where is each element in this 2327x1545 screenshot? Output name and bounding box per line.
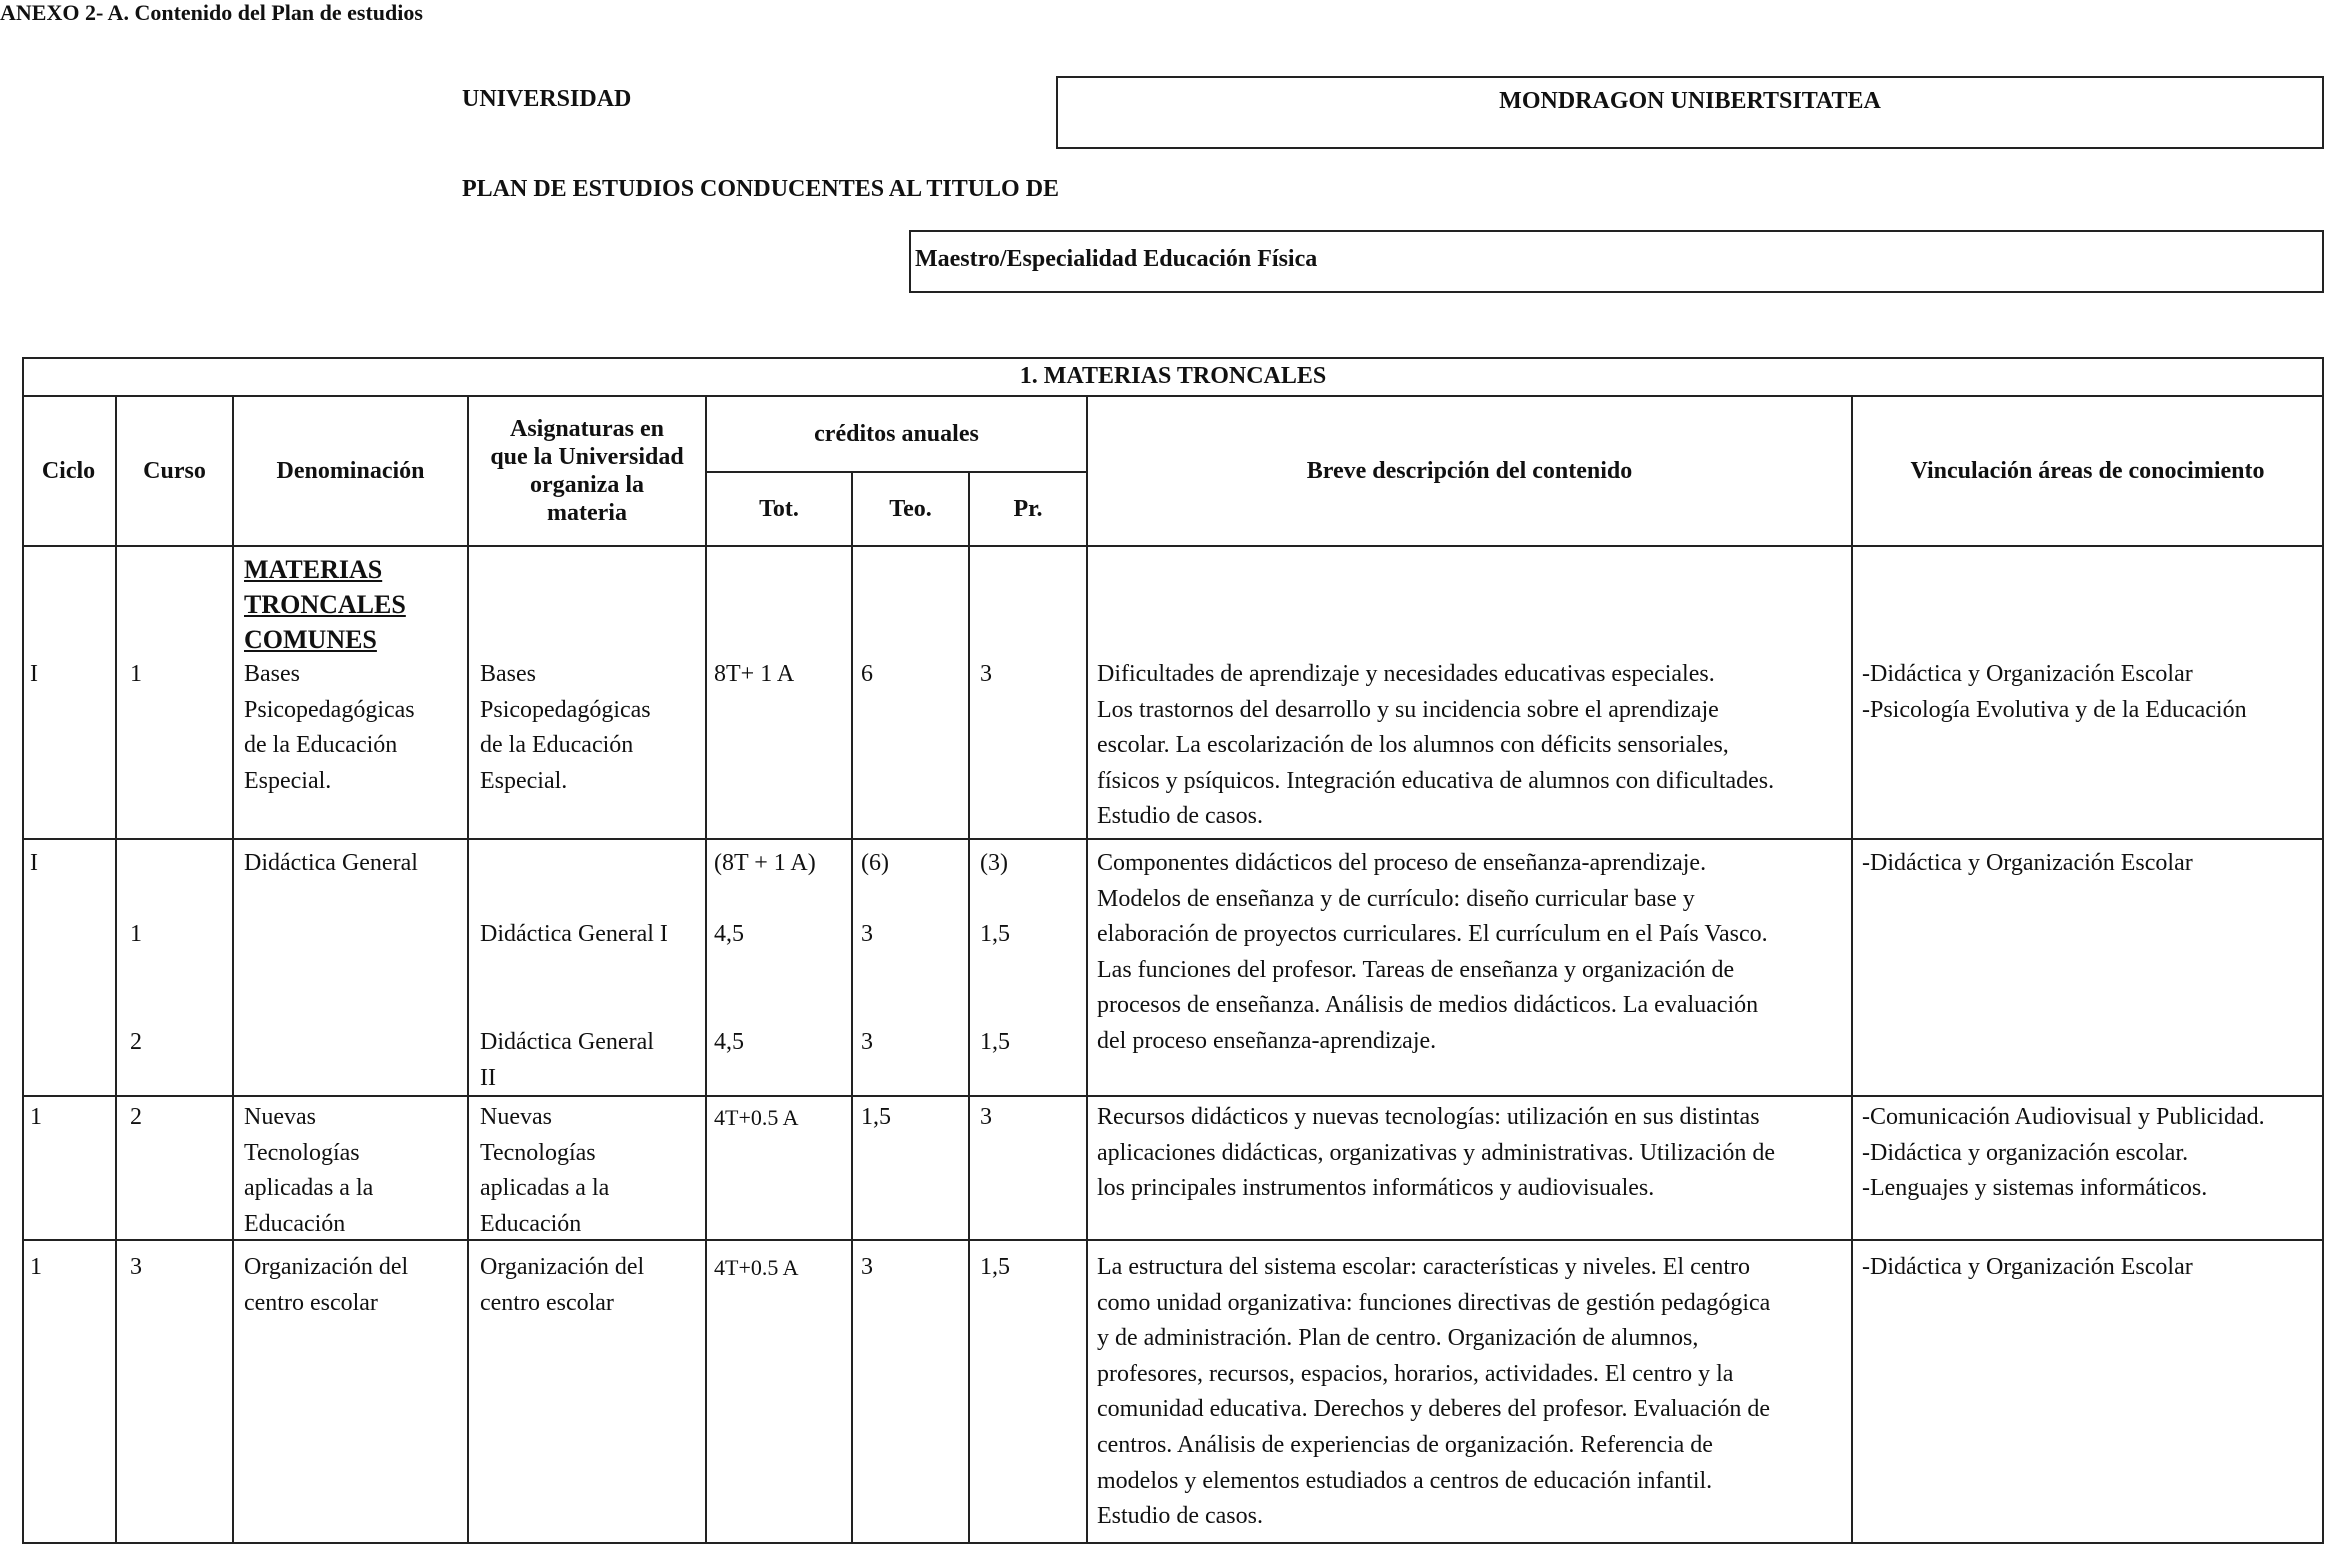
descripcion-line: centros. Análisis de experiencias de organización. Referencia de <box>1097 1431 1713 1458</box>
header-teo: Teo. <box>889 496 932 522</box>
row2-sub1-pr: 1,5 <box>980 921 1010 947</box>
descripcion-line: elaboración de proyectos curriculares. El currículum en el País Vasco. <box>1097 921 1768 948</box>
denominacion-line: Educación <box>244 1210 346 1237</box>
header-ciclo: Ciclo <box>41 458 96 484</box>
row3-pr: 3 <box>980 1104 992 1130</box>
row1-teo: 6 <box>861 661 873 687</box>
row2-vinculacion: -Didáctica y Organización Escolar <box>1862 850 2193 876</box>
asignatura-line: Bases <box>480 661 536 687</box>
university-value: MONDRAGON UNIBERTSITATEA <box>1499 88 1881 114</box>
section-heading-line: MATERIAS <box>244 555 383 584</box>
row3-asignatura <box>480 1100 609 1242</box>
university-label: UNIVERSIDAD <box>462 86 632 112</box>
row1-descripcion <box>1097 657 1774 835</box>
row2-sub2-tot: 4,5 <box>714 1029 744 1055</box>
header-pr: Pr. <box>1013 496 1043 522</box>
section-title: 1. MATERIAS TRONCALES <box>1019 363 1327 389</box>
descripcion-line: Modelos de enseñanza y de currículo: diseño curricular base y <box>1097 885 1695 912</box>
denominacion-line: Bases <box>244 661 300 687</box>
asignatura-line: Educación <box>480 1210 582 1237</box>
denominacion-line: Tecnologías <box>244 1139 360 1166</box>
row1-vinculacion <box>1862 657 2247 728</box>
descripcion-line: modelos y elementos estudiados a centros de educación infantil. <box>1097 1467 1713 1494</box>
vinculacion-line: -Lenguajes y sistemas informáticos. <box>1862 1175 2208 1202</box>
header-asignaturas-line: que la Universidad <box>490 444 684 470</box>
plan-value: Maestro/Especialidad Educación Física <box>915 246 1318 272</box>
denominacion-line: Organización del <box>244 1254 409 1280</box>
descripcion-line: Estudio de casos. <box>1097 803 1263 830</box>
row2-denominacion: Didáctica General <box>244 850 418 876</box>
denominacion-line: Nuevas <box>244 1104 316 1130</box>
header-asignaturas-line: Asignaturas en <box>509 416 665 442</box>
descripcion-line: escolar. La escolarización de los alumnos con déficits sensoriales, <box>1097 732 1729 759</box>
descripcion-line: comunidad educativa. Derechos y deberes del profesor. Evaluación de <box>1097 1396 1771 1423</box>
row1-tot: 8T+ 1 A <box>714 661 795 687</box>
descripcion-line: del proceso enseñanza-aprendizaje. <box>1097 1027 1437 1054</box>
row2-pr: (3) <box>980 850 1008 876</box>
vinculacion-line: -Comunicación Audiovisual y Publicidad. <box>1862 1104 2265 1130</box>
row2-tot: (8T + 1 A) <box>714 850 816 876</box>
section-heading-line: COMUNES <box>244 625 377 654</box>
row3-vinculacion <box>1862 1100 2265 1207</box>
row3-teo: 1,5 <box>861 1104 891 1130</box>
row2-sub1-teo: 3 <box>861 921 873 947</box>
asignatura-line: aplicadas a la <box>480 1175 610 1202</box>
row1-asignatura <box>480 657 651 799</box>
row4-descripcion <box>1097 1250 1770 1535</box>
row3-ciclo: 1 <box>30 1104 42 1130</box>
row3-denominacion <box>244 1100 373 1242</box>
denominacion-line: centro escolar <box>244 1289 378 1316</box>
asignatura-line: Psicopedagógicas <box>480 696 651 723</box>
vinculacion-line: -Didáctica y Organización Escolar <box>1862 661 2193 687</box>
row4-vinculacion: -Didáctica y Organización Escolar <box>1862 1254 2193 1280</box>
row2-sub2-pr: 1,5 <box>980 1029 1010 1055</box>
descripcion-line: aplicaciones didácticas, organizativas y administrativas. Utilización de <box>1097 1139 1775 1166</box>
row2-sub2-teo: 3 <box>861 1029 873 1055</box>
row1-ciclo: I <box>30 661 38 687</box>
header-tot: Tot. <box>759 496 799 522</box>
descripcion-line: como unidad organizativa: funciones directivas de gestión pedagógica <box>1097 1289 1771 1316</box>
header-asignaturas-line: organiza la <box>530 472 644 498</box>
asignatura-line: II <box>480 1064 496 1091</box>
descripcion-line: La estructura del sistema escolar: características y niveles. El centro <box>1097 1254 1751 1280</box>
section-heading-line: TRONCALES <box>244 590 406 619</box>
denominacion-line: de la Educación <box>244 732 398 759</box>
row2-sub1-tot: 4,5 <box>714 921 744 947</box>
row4-curso: 3 <box>130 1254 142 1280</box>
header-creditos: créditos anuales <box>814 421 979 447</box>
row4-pr: 1,5 <box>980 1254 1010 1280</box>
header-asignaturas <box>469 400 705 542</box>
descripcion-line: los principales instrumentos informáticos y audiovisuales. <box>1097 1175 1655 1202</box>
asignatura-line: de la Educación <box>480 732 634 759</box>
header-denominacion: Denominación <box>276 458 425 484</box>
annex-title: ANEXO 2- A. Contenido del Plan de estudios <box>0 0 423 25</box>
asignatura-line: centro escolar <box>480 1289 614 1316</box>
asignatura-line: Organización del <box>480 1254 645 1280</box>
descripcion-line: Componentes didácticos del proceso de enseñanza-aprendizaje. <box>1097 850 1707 876</box>
row2-sub2-asignatura <box>480 1025 654 1096</box>
row2-sub1-asignatura: Didáctica General I <box>480 921 668 947</box>
descripcion-line: procesos de enseñanza. Análisis de medios didácticos. La evaluación <box>1097 992 1759 1019</box>
vinculacion-line: -Psicología Evolutiva y de la Educación <box>1862 696 2247 723</box>
denominacion-line: aplicadas a la <box>244 1175 374 1202</box>
descripcion-line: Dificultades de aprendizaje y necesidades educativas especiales. <box>1097 661 1715 687</box>
row3-descripcion <box>1097 1100 1775 1207</box>
asignatura-line: Especial. <box>480 767 568 794</box>
row2-teo: (6) <box>861 850 889 876</box>
row3-tot: 4T+0.5 A <box>714 1105 799 1130</box>
vinculacion-line: -Didáctica y organización escolar. <box>1862 1139 2189 1166</box>
descripcion-line: Estudio de casos. <box>1097 1503 1263 1530</box>
row4-ciclo: 1 <box>30 1254 42 1280</box>
denominacion-line: Especial. <box>244 767 332 794</box>
header-vinculacion: Vinculación áreas de conocimiento <box>1910 458 2265 484</box>
descripcion-line: Recursos didácticos y nuevas tecnologías: utilización en sus distintas <box>1097 1104 1760 1130</box>
plan-label: PLAN DE ESTUDIOS CONDUCENTES AL TITULO DE <box>462 176 1060 202</box>
asignatura-line: Tecnologías <box>480 1139 596 1166</box>
row1-denominacion <box>244 552 415 799</box>
row4-asignatura <box>480 1250 644 1321</box>
asignatura-line: Nuevas <box>480 1104 552 1130</box>
row1-pr: 3 <box>980 661 992 687</box>
row4-denominacion <box>244 1250 408 1321</box>
row4-tot: 4T+0.5 A <box>714 1255 799 1280</box>
header-descripcion: Breve descripción del contenido <box>1306 458 1633 484</box>
descripcion-line: profesores, recursos, espacios, horarios, actividades. El centro y la <box>1097 1360 1734 1387</box>
row2-ciclo: I <box>30 850 38 876</box>
header-curso: Curso <box>143 458 206 484</box>
row2-sub1-curso: 1 <box>130 921 142 947</box>
row4-teo: 3 <box>861 1254 873 1280</box>
descripcion-line: Las funciones del profesor. Tareas de enseñanza y organización de <box>1097 956 1735 983</box>
header-asignaturas-line: materia <box>547 500 627 526</box>
row3-curso: 2 <box>130 1104 142 1130</box>
descripcion-line: y de administración. Plan de centro. Organización de alumnos, <box>1097 1325 1699 1352</box>
denominacion-line: Psicopedagógicas <box>244 696 415 723</box>
asignatura-line: Didáctica General <box>480 1029 654 1055</box>
row2-descripcion <box>1097 846 1768 1060</box>
row1-curso: 1 <box>130 661 142 687</box>
descripcion-line: físicos y psíquicos. Integración educativa de alumnos con dificultades. <box>1097 767 1775 794</box>
row2-sub2-curso: 2 <box>130 1029 142 1055</box>
descripcion-line: Los trastornos del desarrollo y su incidencia sobre el aprendizaje <box>1097 696 1719 723</box>
